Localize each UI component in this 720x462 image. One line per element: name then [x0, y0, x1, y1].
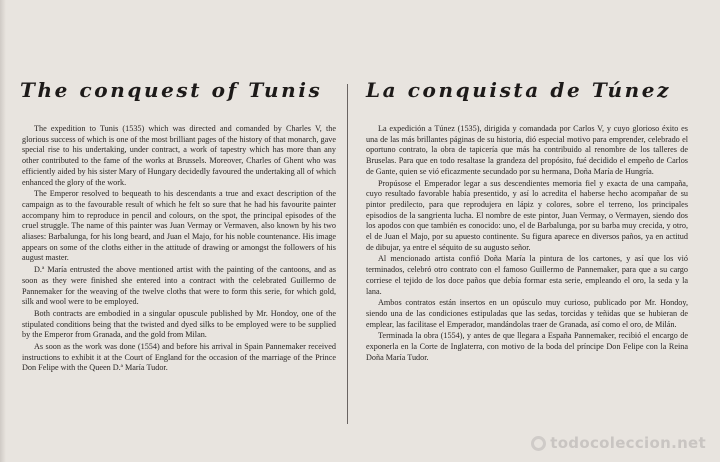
spanish-paragraph: Propúsose el Emperador legar a sus descendientes memoria fiel y exacta de una campaña, cuyo resultado favorable había presentido, y así lo acredita el haberse hecho acompañar de su pintor predilecto, para que reprodujera en lápiz y colores, sobre el terreno, los principales episodios de la sangrienta lucha. El nombre de este pintor, Juan Vermay, o Vermayen, siendo dos los apodos con que también es conocido: uno, el de Barbalunga, por su barba muy crecida, y otro, el de Juan el Majo, por su apuesto continente. Su figura aparece en diversos paños, ya en actitud de dibujar, ya entre el séquito de su augusto señor. [366, 178, 688, 252]
english-paragraph: The expedition to Tunis (1535) which was directed and comanded by Charles V, the glorious success of which is one of the most brilliant pages of the history of that monarch, gave special rise to his undertaking, under contract, a work of tapestry which has more than any other contributed to the fame of the works at Brussels. Moreover, Charles of Ghent who was efficiently aided by his sister Mary of Hungary decidedly favoured the undertaking all of which enhanced the glory of the work. [22, 124, 336, 187]
english-column [22, 124, 336, 374]
page-edge-shadow [0, 0, 6, 462]
english-paragraph: D.ª María entrusted the above mentioned artist with the painting of the cantoons, and as soon as they were finished she entered into a contract with the celebrated Guillermo de Pannemaker for the weaving of the twelve cloths that were to form this serie, for which gold, silk and wool were to be employed. [22, 265, 336, 307]
spanish-paragraph: Terminada la obra (1554), y antes de que llegara a España Pannemaker, recibió el encargo de exponerla en la Corte de Inglaterra, con motivo de la boda del príncipe Don Felipe con la Reina Doña María Tudor. [366, 331, 688, 362]
english-paragraph: Both contracts are embodied in a singular opuscule published by Mr. Hondoy, one of the stipulated conditions being that the twisted and dyed silks to be employed were to be supplied by the Emperor from Granada, and the gold from Milan. [22, 308, 336, 340]
watermark [531, 434, 706, 452]
spanish-paragraph: La expedición a Túnez (1535), dirigida y comandada por Carlos V, y cuyo glorioso éxito es una de las más brillantes páginas de su historia, dió especial motivo para emprender, celebrado el oportuno contrato, la obra de tapicería que más ha contribuido al renombre de los talleres de Bruselas. Para que en todo resaltase la grandeza del propósito, fué decidido el empeño de Carlos de Gante, quien se vió eficazmente secundado por su hermana, Doña María de Hungría. [366, 124, 688, 176]
english-title: The conquest of Tunis [20, 78, 323, 102]
spanish-column [366, 124, 688, 363]
english-paragraph: As soon as the work was done (1554) and before his arrival in Spain Pannemaker received instructions to exhibit it at the Court of England for the occasion of the marriage of the Prince Don Felipe with the Queen D.ª María Tudor. [22, 342, 336, 373]
spanish-title: La conquista de Túnez [366, 78, 672, 102]
spanish-paragraph: Al mencionado artista confió Doña María la pintura de los cartones, y así que los vió terminados, celebró otro contrato con el famoso Guillermo de Pannemaker, para que a su cargo corriese el tejido de los doce paños que debía formar esta serie, empleando el oro, la seda y la lana. [366, 254, 688, 296]
watermark-text: todocoleccion.net [550, 434, 706, 452]
spanish-paragraph: Ambos contratos están insertos en un opúsculo muy curioso, publicado por Mr. Hondoy, siendo una de las condiciones estipuladas que las sedas, torcidas y teñidas que se hubieran de emplear, las facilitase el Emperador, mandándolas traer de Granada, así como el oro, de Milán. [366, 298, 688, 329]
column-divider [347, 84, 348, 424]
watermark-logo-icon [531, 436, 546, 451]
english-paragraph: The Emperor resolved to bequeath to his descendants a true and exact description of the campaign as to the favourable result of which he felt so sure that he had his favourite painter accompany him to reproduce in pencil and colours, on the spot, the principal episodes of the cruel struggle. The name of this painter was Juan Vermay or Vermaven, also known by his two aliases: Barbalunga, for his long beard, and Juan el Majo, for his noble countenance. His image appears on some of the cloths either in the attitude of drawing or amongst the followers of his august master. [22, 189, 336, 263]
